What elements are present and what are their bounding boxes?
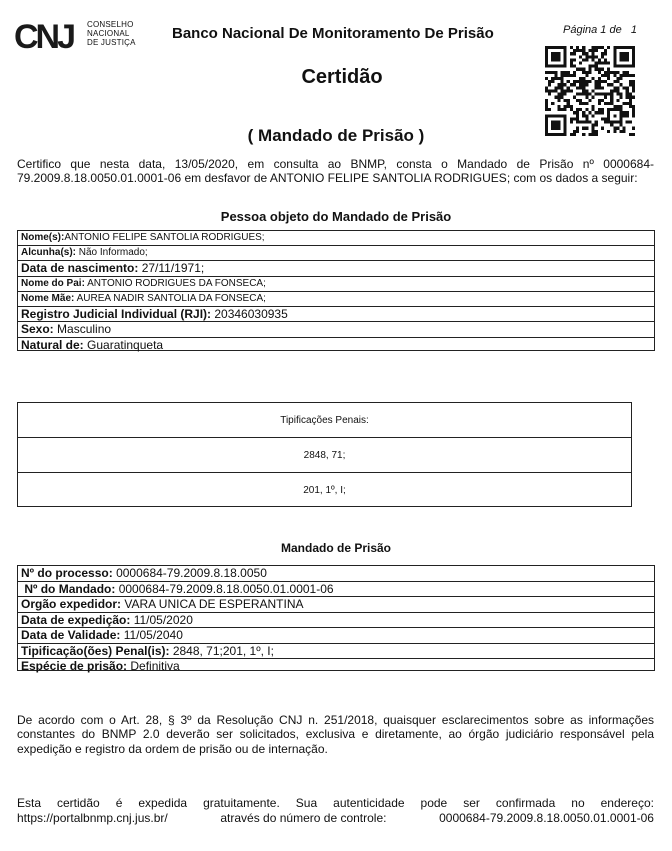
authenticity-notice: Esta certidão é expedida gratuitamente. Sua autenticidade pode ser confirmada no endereço:	[17, 796, 654, 810]
person-row-father: Nome do Pai: ANTONIO RODRIGUES DA FONSECA;	[18, 277, 654, 292]
mandado-row-orgao: Orgão expedidor: VARA UNICA DE ESPERANTINA	[18, 597, 654, 613]
certificate-title: Certidão	[301, 66, 383, 88]
legal-notice: De acordo com o Art. 28, § 3º da Resolução CNJ n. 251/2018, quaisquer esclarecimentos sobre as informações constantes do BNMP 2.0 deverão ser solicitados, exclusiva e diretamente, ao órgão judiciário responsável pela expedição e registro da ordem de prisão ou de internação.	[17, 713, 654, 756]
control-number: 0000684-79.2009.8.18.0050.01.0001-06	[439, 811, 654, 825]
qr-code	[545, 46, 635, 136]
person-row-birthdate: Data de nascimento: 27/11/1971;	[18, 261, 654, 277]
portal-link[interactable]: https://portalbnmp.cnj.jus.br/	[17, 811, 168, 825]
tipificacao-item: 2848, 71;	[18, 438, 631, 473]
person-row-mother: Nome Mãe: AUREA NADIR SANTOLIA DA FONSECA;	[18, 292, 654, 307]
bank-title: Banco Nacional De Monitoramento De Prisão	[172, 25, 494, 42]
person-row-birthplace: Natural de: Guaratinqueta	[21, 337, 164, 352]
mandado-row-numero: Nº do Mandado: 0000684-79.2009.8.18.0050.01.0001-06	[18, 582, 654, 598]
tipificacoes-header: Tipificações Penais:	[18, 403, 631, 438]
person-row-alias: Alcunha(s): Não Informado;	[18, 246, 654, 261]
cnj-logo-mark: CNJ	[14, 18, 74, 56]
certificate-subtitle: ( Mandado de Prisão )	[247, 126, 425, 145]
mandado-row-validade: Data de Validade: 11/05/2040	[18, 628, 654, 644]
intro-paragraph: Certifico que nesta data, 13/05/2020, em consulta ao BNMP, consta o Mandado de Prisão nº 0000684-79.2009.8.18.0050.01.0001-06 em desfavor de ANTONIO FELIPE SANTOLIA RODRIGUES; com os dados a seguir:	[17, 157, 654, 186]
mandado-row-processo: Nº do processo: 0000684-79.2009.8.18.0050	[18, 566, 654, 582]
person-box	[17, 230, 655, 351]
cnj-logo-text: CONSELHO NACIONAL DE JUSTIÇA	[87, 20, 136, 47]
person-section-title: Pessoa objeto do Mandado de Prisão	[220, 209, 452, 224]
mandado-row-especie: Espécie de prisão: Definitiva	[21, 659, 180, 673]
tipificacao-item: 201, 1º, I;	[303, 485, 346, 496]
control-label: através do número de controle:	[220, 811, 387, 825]
mandado-section-title: Mandado de Prisão	[280, 541, 392, 555]
mandado-box	[17, 565, 655, 671]
mandado-row-tipificacao: Tipificação(ões) Penal(is): 2848, 71;201, 1º, I;	[18, 644, 654, 660]
person-row-name: Nome(s):ANTONIO FELIPE SANTOLIA RODRIGUES;	[18, 231, 654, 246]
person-row-rji: Registro Judicial Individual (RJI): 20346030935	[18, 307, 654, 323]
tipificacoes-table	[17, 402, 632, 507]
control-line	[17, 811, 654, 825]
person-row-sex: Sexo: Masculino	[18, 322, 654, 338]
page-number: Página 1 de 1	[563, 24, 638, 36]
mandado-row-expedicao: Data de expedição: 11/05/2020	[18, 613, 654, 629]
